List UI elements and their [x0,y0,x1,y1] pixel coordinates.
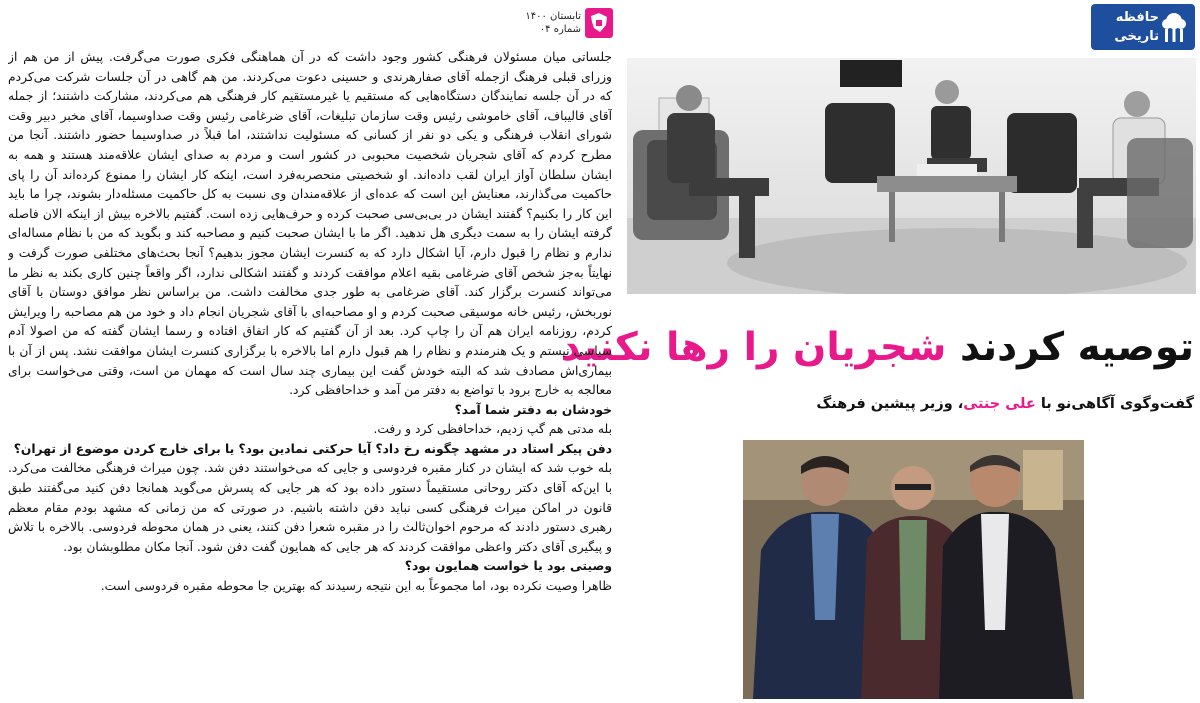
body-paragraph: بله مدتی هم گپ زدیم، خداحافظی کرد و رفت. [373,422,612,437]
badge-text [1114,8,1159,46]
body-question: خودشان به دفتر شما آمد؟ [454,402,612,417]
issue-season: تابستان ۱۴۰۰ [525,11,581,22]
body-paragraph: ظاهرا وصیت نکرده بود، اما مجموعاً به این نتیجه رسیدند که بهترین جا محوطه مقبره فردوسی است. [100,579,612,594]
headline-part-pink: شجریان را رها نکنید [560,325,947,370]
section-badge [1091,4,1195,50]
issue-number: شماره ۰۴ [539,24,581,35]
tree-icon [1159,12,1189,44]
body-paragraph: جلساتی میان مسئولان فرهنگی کشور وجود داشت که در آن هماهنگی فکری صورت می‌گرفت. پیش از من هم از وزرای قبلی فرهنگ ازجمله آقای صفارهرندی و حسینی دعوت می‌کردند. من هم گاهی در آن جلسات شرکت می‌کردم که در آن جلسه نمایندگان دستگاه‌هایی که مستقیم یا غیرمستقیم کار فرهنگی هم می‌کردند، مشارکت داشتند؛ از جمله آقای قالیباف، آقای خاموشی رئیس وقت سازمان تبلیغات، آقای ضرغامی رئیس وقت صداوسیما، آقای مخبر دبیر وقت شورای انقلاب فرهنگی و یکی دو نفر از کسانی که مسئولیت نداشتند، اما قبلاً در صداوسیما حضور داشتند. آنجا من مطرح کردم که آقای شجریان شخصیت محبوبی در کشور است و مردم به صدای ایشان علاقه‌مند هستند و همه به ایشان سلطان آواز ایران لقب داده‌اند. او شخصیتی منحصربه‌فرد است، اینکه کار ایشان را ممنوع کرده‌اند آن را پای حاکمیت می‌گذارند، معنایش این است که عده‌ای از علاقه‌مندان وی نسبت به کل حاکمیت مسئله‌دار بشوند، چرا ما باید این کار را بکنیم؟ گفتند ایشان در بی‌بی‌سی صحبت کرده و حرف‌هایی زده است. گفتیم بالاخره بیش از اینکه الان فاصله گرفته ایشان را به سمت دیگری هل ندهید. اگر ما با ایشان صحبت کنیم و مصاحبه کند و بگوید که من با نظام مساله‌ای ندارم و نظام را قبول دارم، آیا اشکال دارد که به کنسرت ایشان مجوز بدهیم؟ آنجا بحث‌های مختلفی صورت گرفت و نهایتاً به‌جز شخص آقای ضرغامی بقیه اعلام موافقت کردند و گفتند اشکالی ندارد، اگر واقعاً چنین کاری بکند به نظر ما می‌تواند کنسرت برگزار کند. آقای ضرغامی به طور جدی مخالفت داشت. من براساس نظر موافق دوستان با آقای نوربخش، رئیس خانه موسیقی صحبت کردم و او مصاحبه‌ای با آقای شجریان انجام داد و خود من هم مصاحبه را ویرایش کردم، روزنامه ایران هم آن را چاپ کرد. بعد از آن گفتیم که کار اتفاق افتاده و رسما ایشان گفته که من اصولا آدم سیاسی نیستم و یک هنرمندم و نظام را هم قبول دارم اما بالاخره با برگزاری کنسرت ایشان موافقت نشد. پس از آن با بیماری‌اش مصادف شد که البته خودش گفت این بیماری چند سال است که مهمان من است، وقتی می‌خواست برای معالجه به خارج برود با تواضع به دفتر من آمد و خداحافظی کرد. [8,50,612,398]
subhead-name: علی جنتی [963,396,1036,412]
issue-text [525,10,581,36]
body-question: دفن پیکر استاد در مشهد چگونه رخ داد؟ آیا حرکتی نمادین بود؟ یا برای خارج کردن موضوع از تهران؟ [13,441,612,456]
body-question: وصیتی بود یا خواست همایون بود؟ [404,559,612,574]
subhead-before: گفت‌وگوی آگاهی‌نو با [1040,396,1194,412]
magazine-logo-icon [585,8,613,38]
body-paragraph: بله خوب شد که ایشان در کنار مقبره فردوسی و جایی که می‌خواستند دفن شد. چون میراث فرهنگی مخالفت می‌کرد. با این‌که آقای دکتر روحانی مستقیماً دستور داده بود که هر جایی که پسرش می‌گوید همانجا دفن کنید می‌گفتند طبق قانون در اماکن میراث فرهنگی کسی نباید دفن داشته باشیم. در صورتی که من زمانی که مشهد بودم مقام معظم رهبری دستور دادند که مرحوم اخوان‌ثالث را در مقبره شعرا دفن کنند، یعنی در همان محوطه فردوسی. بالاخره با تلاش و پیگیری آقای دکتر واعظی موافقت کردند که هر جایی که همایون گفت دفن شود. آنجا مکان مطلوبشان بود. [8,461,612,554]
article-body [8,48,612,700]
badge-line2: تاریخی [1114,29,1159,44]
article-headline [560,318,1194,378]
badge-line1: حافظه [1115,10,1159,25]
meeting-photo [627,58,1196,294]
article-subhead [627,396,1194,420]
issue-info [515,8,615,42]
headline-part-black: توصیه کردند [959,325,1194,370]
portrait-photo [743,440,1084,699]
subhead-after: ، وزیر پیشین فرهنگ [816,396,964,412]
